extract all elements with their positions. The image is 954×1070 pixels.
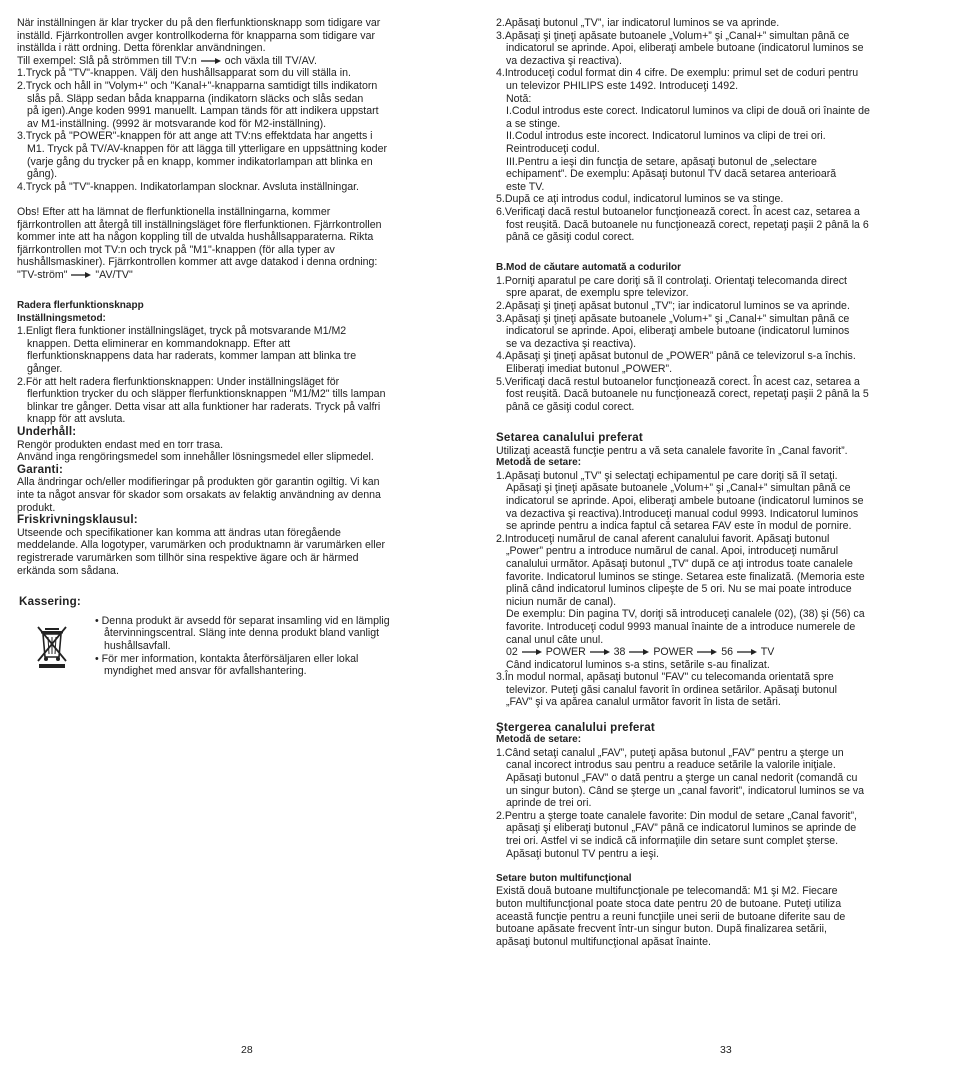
text-line: flerfunktionsknappens data har raderats, kommer lampan att blinka tre: [27, 350, 357, 363]
sequence-item: 02: [506, 646, 518, 659]
text-line: knapp för att avsluta.: [27, 413, 126, 426]
text-line: Reintroduceţi codul.: [506, 142, 600, 155]
text-line: un televizor PHILIPS este 1492. Introduceţi 1492.: [506, 79, 739, 92]
text-line: • För mer information, kontakta återförsäljaren eller lokal: [95, 652, 359, 665]
text-line: av M1-inställning. (9992 är motsvarande kod för M2-inställning).: [27, 117, 327, 130]
text-line: 1.Când setaţi canalul „FAV”, puteţi apăsa butonul „FAV” pentru a şterge un: [496, 746, 844, 759]
list-item: [496, 350, 940, 375]
warranty-heading: Garanti:: [17, 462, 64, 476]
list-item: [496, 17, 940, 30]
text-line: erkända som sådana.: [17, 564, 119, 577]
arrow-right-icon: [736, 648, 758, 656]
text-line: hushållsmaskiner). Fjärrkontrollen kommer att avge datakod i denna ordning:: [17, 256, 378, 269]
text-line: 2.Tryck och håll in "Volym+" och "Kanal+"-knapparna samtidigt tills indikatorn: [17, 79, 378, 92]
left-page: [17, 17, 459, 685]
list-item: [95, 615, 457, 653]
right-page: [496, 17, 940, 948]
text-line: canal unul câte unul.: [506, 633, 604, 646]
text-line: produkt.: [17, 501, 56, 514]
arrow-right-icon: [521, 648, 543, 656]
list-item: [496, 30, 940, 68]
text-line: un singur buton). Când se şterge un „canal favorit”, indicatorul luminos se va: [506, 784, 865, 797]
list-item: [17, 181, 459, 194]
text-line: 1.Apăsaţi butonul „TV” şi selectaţi echipamentul pe care doriţi să îl setaţi.: [496, 469, 838, 482]
text-line: 3.Tryck på "POWER"-knappen för att ange att TV:ns effektdata har angetts i: [17, 130, 373, 143]
page-number-left: 28: [241, 1044, 253, 1056]
list-item: [496, 810, 940, 860]
text-fragment: och växla till TV/AV.: [224, 54, 317, 67]
sequence-item: POWER: [545, 646, 586, 659]
text-line: fost reuşită. Dacă butoanele nu funcţionează corect, repetaţi paşii 2 până la 6: [506, 218, 869, 231]
text-line: Alla ändringar och/eller modifieringar på produkten gör garantin ogiltig. Vi kan: [17, 476, 380, 489]
text-line: 4.Apăsaţi şi ţineţi apăsat butonul de „POWER” până ce televizorul s-a închis.: [496, 350, 856, 363]
text-line: fjärrkontrollen mot TV:n och tryck på "M1"-knappen (för alla typer av: [17, 243, 335, 256]
list-item: [17, 376, 459, 426]
disposal-heading: Kassering:: [19, 595, 81, 609]
text-fragment: "TV-ström": [17, 268, 68, 281]
text-line: inställda i rätt ordning. Detta förenklar användningen.: [17, 42, 266, 55]
disposal-bullets: [95, 615, 457, 678]
list-item: [496, 300, 940, 313]
text-line: se va dezactiva şi reactiva).: [506, 337, 637, 350]
text-line: a se stinge.: [506, 117, 561, 130]
crossed-out-bin-icon: [37, 625, 67, 669]
text-line: Când indicatorul luminos s-a stins, setările s-au finalizat.: [506, 658, 770, 671]
text-line: plină când indicatorul luminos clipeşte de 5 ori. Nu se mai poate introduce: [506, 583, 852, 596]
text-line: până ce găsiţi codul corect.: [506, 400, 635, 413]
text-line: flerfunktion trycker du och släpper flerfunktionsknappen "M1/M2" tills lampan: [27, 388, 386, 401]
section-heading: Radera flerfunktionsknapp: [17, 300, 144, 312]
note-block: [496, 93, 940, 194]
text-line: 1.Enligt flera funktioner inställningsläget, tryck på motsvarande M1/M2: [17, 325, 347, 338]
text-line: favorite. Introduceţi codul 9993 manual înainte de a introduce numerele de: [506, 620, 856, 633]
text-line: 6.Verificaţi dacă restul butoanelor funcţionează corect. În acest caz, setarea a: [496, 205, 860, 218]
text-line: II.Codul introdus este incorect. Indicatorul luminos va clipi de trei ori.: [506, 130, 826, 143]
text-line: I.Codul introdus este corect. Indicatorul luminos va clipi de două ori înainte de: [506, 105, 870, 118]
text-line: 3.În modul normal, apăsaţi butonul "FAV" cu telecomanda orientată spre: [496, 671, 834, 684]
text-line: Apăsaţi şi ţineţi apăsate butoanele „Volum+” şi „Canal+” simultan până ce: [506, 482, 851, 495]
text-line: fost reuşită. Dacă butoanele nu funcţionează corect, repetaţi paşii 2 până la 5: [506, 388, 869, 401]
text-line: indicatorul se aprinde. Apoi, eliberaţi ambele butoane (indicatorul luminos se: [506, 494, 864, 507]
text-line: 2.För att helt radera flerfunktionsknappen: Under inställningsläget för: [17, 375, 340, 388]
list-item: [496, 275, 940, 300]
text-line: televizor. Puteţi găsi canalul favorit în ordinea setărilor. Apăsaţi butonul: [506, 683, 837, 696]
list-item: [496, 313, 940, 351]
method-heading: Metodă de setare:: [496, 734, 582, 746]
arrow-right-icon: [628, 648, 650, 656]
text-fragment: Till exempel: Slå på strömmen till TV:n: [17, 54, 197, 67]
steps-list: [496, 193, 940, 243]
text-line: butoane apăsate frecvent într-un singur buton. După finalizarea setării,: [496, 923, 827, 936]
text-line: trei ori. Astfel vi se indică că informaţiile din setare sunt complet şterse.: [506, 835, 839, 847]
method-heading: Inställningsmetod:: [17, 312, 106, 324]
text-line: Notă:: [506, 92, 532, 105]
text-line: această funcţie pentru a reuni funcţiile unei serii de butoane diferite sau de: [496, 910, 846, 923]
list-item: [17, 325, 459, 375]
arrow-right-icon: [200, 57, 222, 65]
text-line: 1.Tryck på "TV"-knappen. Välj den hushållsapparat som du vill ställa in.: [17, 67, 351, 80]
list-item: [496, 206, 940, 244]
obs-paragraph: [17, 206, 459, 282]
steps-list: [17, 67, 459, 193]
text-line: este TV.: [506, 180, 545, 193]
text-line: hushållsavfall.: [104, 639, 171, 652]
steps-list: [496, 17, 940, 93]
list-item: [496, 533, 940, 672]
text-line: apăsaţi butonul multifuncţional apăsat înainte.: [496, 935, 711, 948]
text-line: echipament”. De exemplu: Apăsaţi butonul TV dacă setarea anterioară: [506, 168, 837, 181]
text-line: 2.Apăsaţi butonul „TV”, iar indicatorul luminos se va aprinde.: [496, 17, 780, 29]
text-line: • Denna produkt är avsedd för separat insamling vid en lämplig: [95, 614, 390, 627]
text-line: Există două butoane multifuncţionale pe telecomandă: M1 şi M2. Fiecare: [496, 885, 838, 898]
list-item: [496, 376, 940, 414]
text-line: 2.Apăsaţi şi ţineţi apăsat butonul „TV”; iar indicatorul luminos se va aprinde.: [496, 300, 850, 313]
sequence-item: TV: [760, 646, 775, 659]
maintenance-heading: Underhåll:: [17, 425, 77, 438]
text-line: se aprinde pentru a indica faptul că setarea FAV este în modul de pornire.: [506, 520, 852, 533]
list-item: [496, 470, 940, 533]
method-heading: Metodă de setare:: [496, 457, 582, 469]
text-fragment: "AV/TV": [95, 268, 133, 281]
text-line: Obs! Efter att ha lämnat de flerfunktionella inställningarna, kommer: [17, 205, 331, 218]
text-line: myndighet med ansvar för avfallshantering.: [104, 665, 307, 678]
text-line: până ce găsiţi codul corect.: [506, 231, 635, 244]
page-number-right: 33: [720, 1044, 732, 1056]
text-line: 1.Porniţi aparatul pe care doriţi să îl controlaţi. Orientaţi telecomanda direct: [496, 274, 847, 287]
text-line: Utseende och specifikationer kan komma att ändras utan föregående: [17, 526, 341, 539]
text-line: III.Pentru a ieşi din funcţia de setare, apăsaţi butonul de „selectare: [506, 155, 817, 168]
sequence-item: POWER: [653, 646, 694, 659]
text-line: inställd. Fjärrkontrollen avger kontrollkoderna för knapparna som tidigare var: [17, 29, 376, 42]
text-line: Apăsaţi butonul TV pentru a ieşi.: [506, 847, 659, 860]
text-line: „Power” pentru a introduce numărul de canal. Apoi, introduceţi numărul: [506, 545, 839, 558]
list-item: [17, 130, 459, 180]
text-line: va dezactiva şi reactiva).: [506, 54, 622, 67]
text-line: spre aparat, de exemplu spre televizor.: [506, 287, 689, 300]
sequence-item: 38: [613, 646, 626, 659]
text-line: niciun număr de canal).: [506, 595, 617, 608]
text-line: favorite. Indicatorul luminos se stinge. Setarea este finalizată. (Memoria este: [506, 570, 865, 583]
sequence-item: 56: [721, 646, 734, 659]
arrow-right-icon: [696, 648, 718, 656]
example-line: [17, 55, 459, 68]
text-line: på igen).Ange koden 9991 manuellt. Lampan tänds för att indikera uppstart: [27, 105, 379, 118]
text-line: buton multifuncţional poate stoca date pentru 20 de butoane. Puteţi utiliza: [496, 897, 842, 910]
text-line: Använd inga rengöringsmedel som innehåller lösningsmedel eller slipmedel.: [17, 451, 374, 464]
text-line: canalului următor. Apăsaţi butonul „TV” după ce aţi introdus toate canalele: [506, 557, 853, 570]
text-line: indicatorul se aprinde. Apoi, eliberaţi ambele butoane (indicatorul luminos se: [506, 42, 864, 55]
text-line: 5.După ce aţi introdus codul, indicatorul luminos se va stinge.: [496, 193, 784, 206]
text-line: 4.Tryck på "TV"-knappen. Indikatorlampan slocknar. Avsluta inställningar.: [17, 180, 359, 193]
text-line: knappen. Detta eliminerar en kommandoknapp. Efter att: [27, 337, 291, 350]
list-item: [496, 747, 940, 810]
text-line: canal incorect introdus sau pentru a readuce setările la valorile iniţiale.: [506, 759, 836, 772]
list-item: [17, 67, 459, 80]
list-item: [95, 653, 457, 678]
list-item: [496, 671, 940, 709]
text-line: „FAV” şi va apărea canalul următor favorit în lista de setări.: [506, 696, 781, 709]
text-line: 3.Apăsaţi şi ţineţi apăsate butoanele „Volum+” şi „Canal+” simultan până ce: [496, 29, 850, 42]
disposal-section: [17, 615, 459, 685]
favorite-channel-heading: Setarea canalului preferat: [496, 431, 643, 444]
text-line: Utilizaţi această funcţie pentru a vă seta canalele favorite în „Canal favorit”.: [496, 444, 848, 457]
text-line: inte ta något ansvar för skador som orsakats av felaktig användning av denna: [17, 488, 381, 501]
text-line: Rengör produkten endast med en torr trasa.: [17, 438, 224, 451]
intro-paragraph: [17, 17, 459, 67]
text-line: 4.Introduceţi codul format din 4 cifre. De exemplu: primul set de coduri pentru: [496, 67, 859, 80]
text-line: När inställningen är klar trycker du på den flerfunktionsknapp som tidigare var: [17, 17, 381, 29]
text-line: fjärrkontrollen att återgå till inställningsläget före flerfunktionen. Fjärrkontrollen: [17, 218, 382, 231]
delete-channel-heading: Ştergerea canalului preferat: [496, 720, 655, 734]
list-item: [17, 80, 459, 130]
text-line: återvinningscentral. Släng inte denna produkt bland vanligt: [104, 627, 380, 640]
text-line: blinkar tre gånger. Detta visar att alla funktioner har raderats. Tryck på valfri: [27, 400, 381, 413]
text-line: (varje gång du trycker på en knapp, kommer indikatorlampan att blinka en: [27, 155, 373, 168]
text-line: Apăsaţi butonul „FAV” o dată pentru a şterge un canal nedorit (comandă cu: [506, 772, 858, 785]
text-line: kommer inte att ha någon koppling till de utvalda hushållsapparaterna. Rikta: [17, 231, 374, 244]
clear-steps-list: [17, 325, 459, 426]
multifunction-heading: Setare buton multifuncţional: [496, 872, 632, 884]
text-line: indicatorul se aprinde. Apoi, eliberaţi ambele butoane (indicatorul luminos: [506, 325, 850, 338]
text-line: va dezactiva şi reactiva).Introduceţi manual codul 9993. Indicatorul luminos: [506, 507, 859, 520]
text-line: 5.Verificaţi dacă restul butoanelor funcţionează corect. În acest caz, setarea a: [496, 375, 860, 388]
text-line: aprinde de trei ori.: [506, 797, 592, 810]
auto-steps-list: [496, 275, 940, 414]
obs-order-line: [17, 269, 459, 282]
list-item: [496, 193, 940, 206]
text-line: registrerade varumärken som tillhör sina respektive ägare och är härmed: [17, 551, 359, 564]
text-line: De exemplu: Din pagina TV, doriţi să introduceţi canalele (02), (38) şi (56) ca: [506, 608, 865, 621]
arrow-right-icon: [589, 648, 611, 656]
text-line: M1. Tryck på TV/AV-knappen för att lägga till ytterligare en uppsättning koder: [27, 142, 387, 155]
text-line: apăsaţi şi eliberaţi butonul „FAV” până ce indicatorul luminos se aprinde de: [506, 822, 857, 835]
list-item: [496, 67, 940, 92]
text-line: gånger.: [27, 363, 63, 376]
text-line: gång).: [27, 168, 58, 181]
text-line: Eliberaţi imediat butonul „POWER”.: [506, 363, 673, 376]
disclaimer-heading: Friskrivningsklausul:: [17, 513, 138, 527]
section-heading: B.Mod de căutare automată a codurilor: [496, 262, 682, 274]
text-line: 2.Pentru a şterge toate canalele favorite: Din modul de setare „Canal favorit”,: [496, 809, 857, 822]
text-line: 3.Apăsaţi şi ţineţi apăsate butoanele „Volum+” şi „Canal+” simultan până ce: [496, 312, 850, 325]
text-line: 2.Introduceţi numărul de canal aferent canalului favorit. Apăsaţi butonul: [496, 532, 830, 545]
arrow-right-icon: [70, 271, 92, 279]
sequence-line: [506, 646, 774, 658]
text-line: slås på. Släpp sedan båda knapparna (indikatorn släcks och slås sedan: [27, 92, 364, 105]
text-line: meddelande. Alla logotyper, varumärken och produktnamn är varumärken eller: [17, 539, 386, 552]
